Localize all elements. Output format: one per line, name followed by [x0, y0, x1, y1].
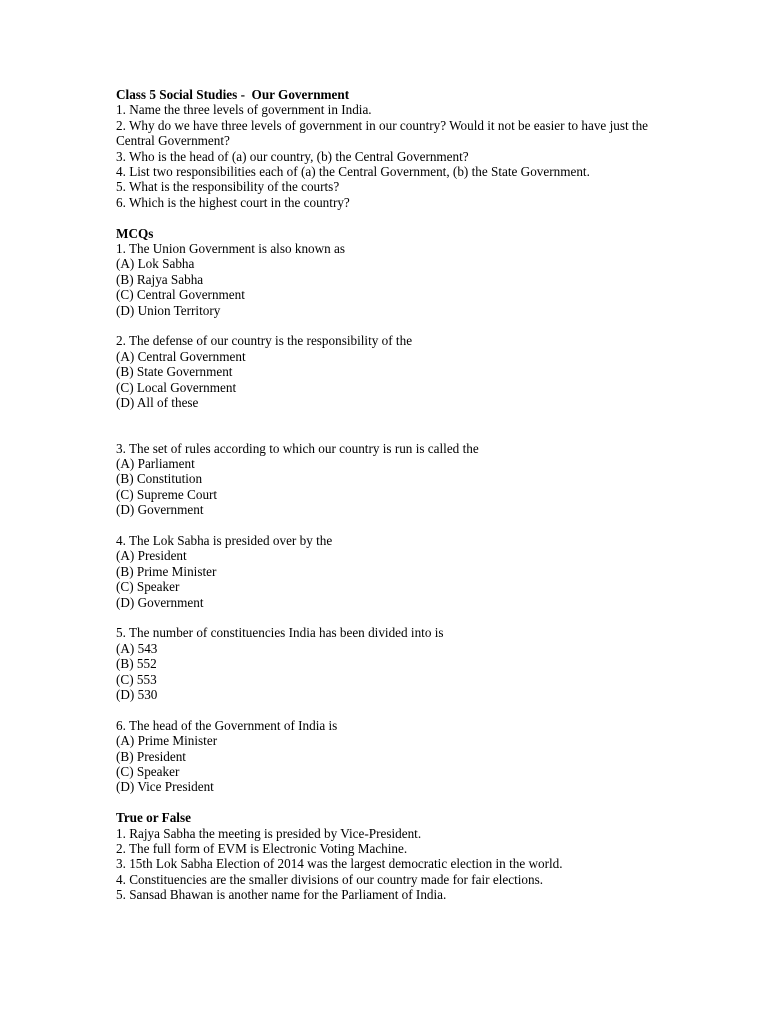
- mcq-option: (B) 552: [116, 656, 157, 672]
- mcq-option: (D) Government: [116, 594, 204, 610]
- mcq-block: [116, 441, 656, 518]
- worksheet-title: Class 5 Social Studies - Our Government: [116, 87, 350, 102]
- question-item: 5. What is the responsibility of the courts?: [116, 179, 340, 195]
- mcq-option: (A) Parliament: [116, 455, 195, 471]
- mcq-question: 1. The Union Government is also known as: [116, 241, 346, 257]
- question-item: 3. Who is the head of (a) our country, (b) the Central Government?: [116, 148, 469, 164]
- mcq-question: 4. The Lok Sabha is presided over by the: [116, 532, 333, 548]
- mcq-question: 6. The head of the Government of India is: [116, 717, 338, 733]
- mcq-block: [116, 718, 656, 795]
- worksheet: [116, 87, 656, 903]
- mcq-block: [116, 241, 656, 318]
- question-item: 6. Which is the highest court in the country?: [116, 194, 350, 210]
- mcq-block: [116, 625, 656, 702]
- mcq-option: (B) Prime Minister: [116, 563, 217, 579]
- mcq-block: [116, 533, 656, 610]
- mcq-question: 5. The number of constituencies India has been divided into is: [116, 625, 444, 641]
- mcq-option: (C) Local Government: [116, 379, 237, 395]
- true-false-heading: True or False: [116, 810, 191, 826]
- mcq-option: (A) Prime Minister: [116, 733, 218, 749]
- short-answer-questions: [116, 102, 656, 210]
- mcq-option: (D) Union Territory: [116, 302, 221, 318]
- mcq-option: (D) Government: [116, 502, 204, 518]
- mcq-option: (B) Rajya Sabha: [116, 271, 204, 287]
- true-false-item: 1. Rajya Sabha the meeting is presided by Vice-President.: [116, 825, 422, 841]
- mcq-option: (A) President: [116, 548, 187, 564]
- mcq-option: (B) Constitution: [116, 471, 203, 487]
- mcq-question: 2. The defense of our country is the responsibility of the: [116, 333, 413, 349]
- mcq-option: (A) 543: [116, 640, 158, 656]
- mcq-option: (D) All of these: [116, 395, 199, 411]
- mcq-option: (B) State Government: [116, 364, 233, 380]
- mcq-block: [116, 333, 656, 410]
- true-false-item: 2. The full form of EVM is Electronic Voting Machine.: [116, 841, 408, 856]
- mcq-option: (C) Supreme Court: [116, 486, 218, 502]
- mcq-option: (B) President: [116, 748, 186, 764]
- question-item: 4. List two responsibilities each of (a) the Central Government, (b) the State Government.: [116, 164, 590, 180]
- mcq-option: (D) Vice President: [116, 779, 214, 795]
- mcq-option: (C) 553: [116, 671, 157, 687]
- mcq-option: (C) Central Government: [116, 287, 245, 303]
- mcq-option: (A) Lok Sabha: [116, 256, 195, 272]
- true-false-list: [116, 826, 656, 903]
- true-false-item: 5. Sansad Bhawan is another name for the Parliament of India.: [116, 887, 447, 903]
- true-false-item: 3. 15th Lok Sabha Election of 2014 was the largest democratic election in the world.: [116, 856, 563, 872]
- mcq-option: (D) 530: [116, 686, 158, 702]
- mcq-option: (C) Speaker: [116, 763, 180, 779]
- mcq-heading: MCQs: [116, 225, 154, 241]
- question-item: 1. Name the three levels of government in India.: [116, 102, 372, 118]
- mcq-option: (C) Speaker: [116, 579, 180, 595]
- mcq-option: (A) Central Government: [116, 348, 246, 364]
- question-item: 2. Why do we have three levels of government in our country? Would it not be easier to have just the Central Government?: [116, 117, 652, 149]
- mcq-question: 3. The set of rules according to which our country is run is called the: [116, 440, 479, 456]
- true-false-item: 4. Constituencies are the smaller divisions of our country made for fair elections.: [116, 871, 544, 887]
